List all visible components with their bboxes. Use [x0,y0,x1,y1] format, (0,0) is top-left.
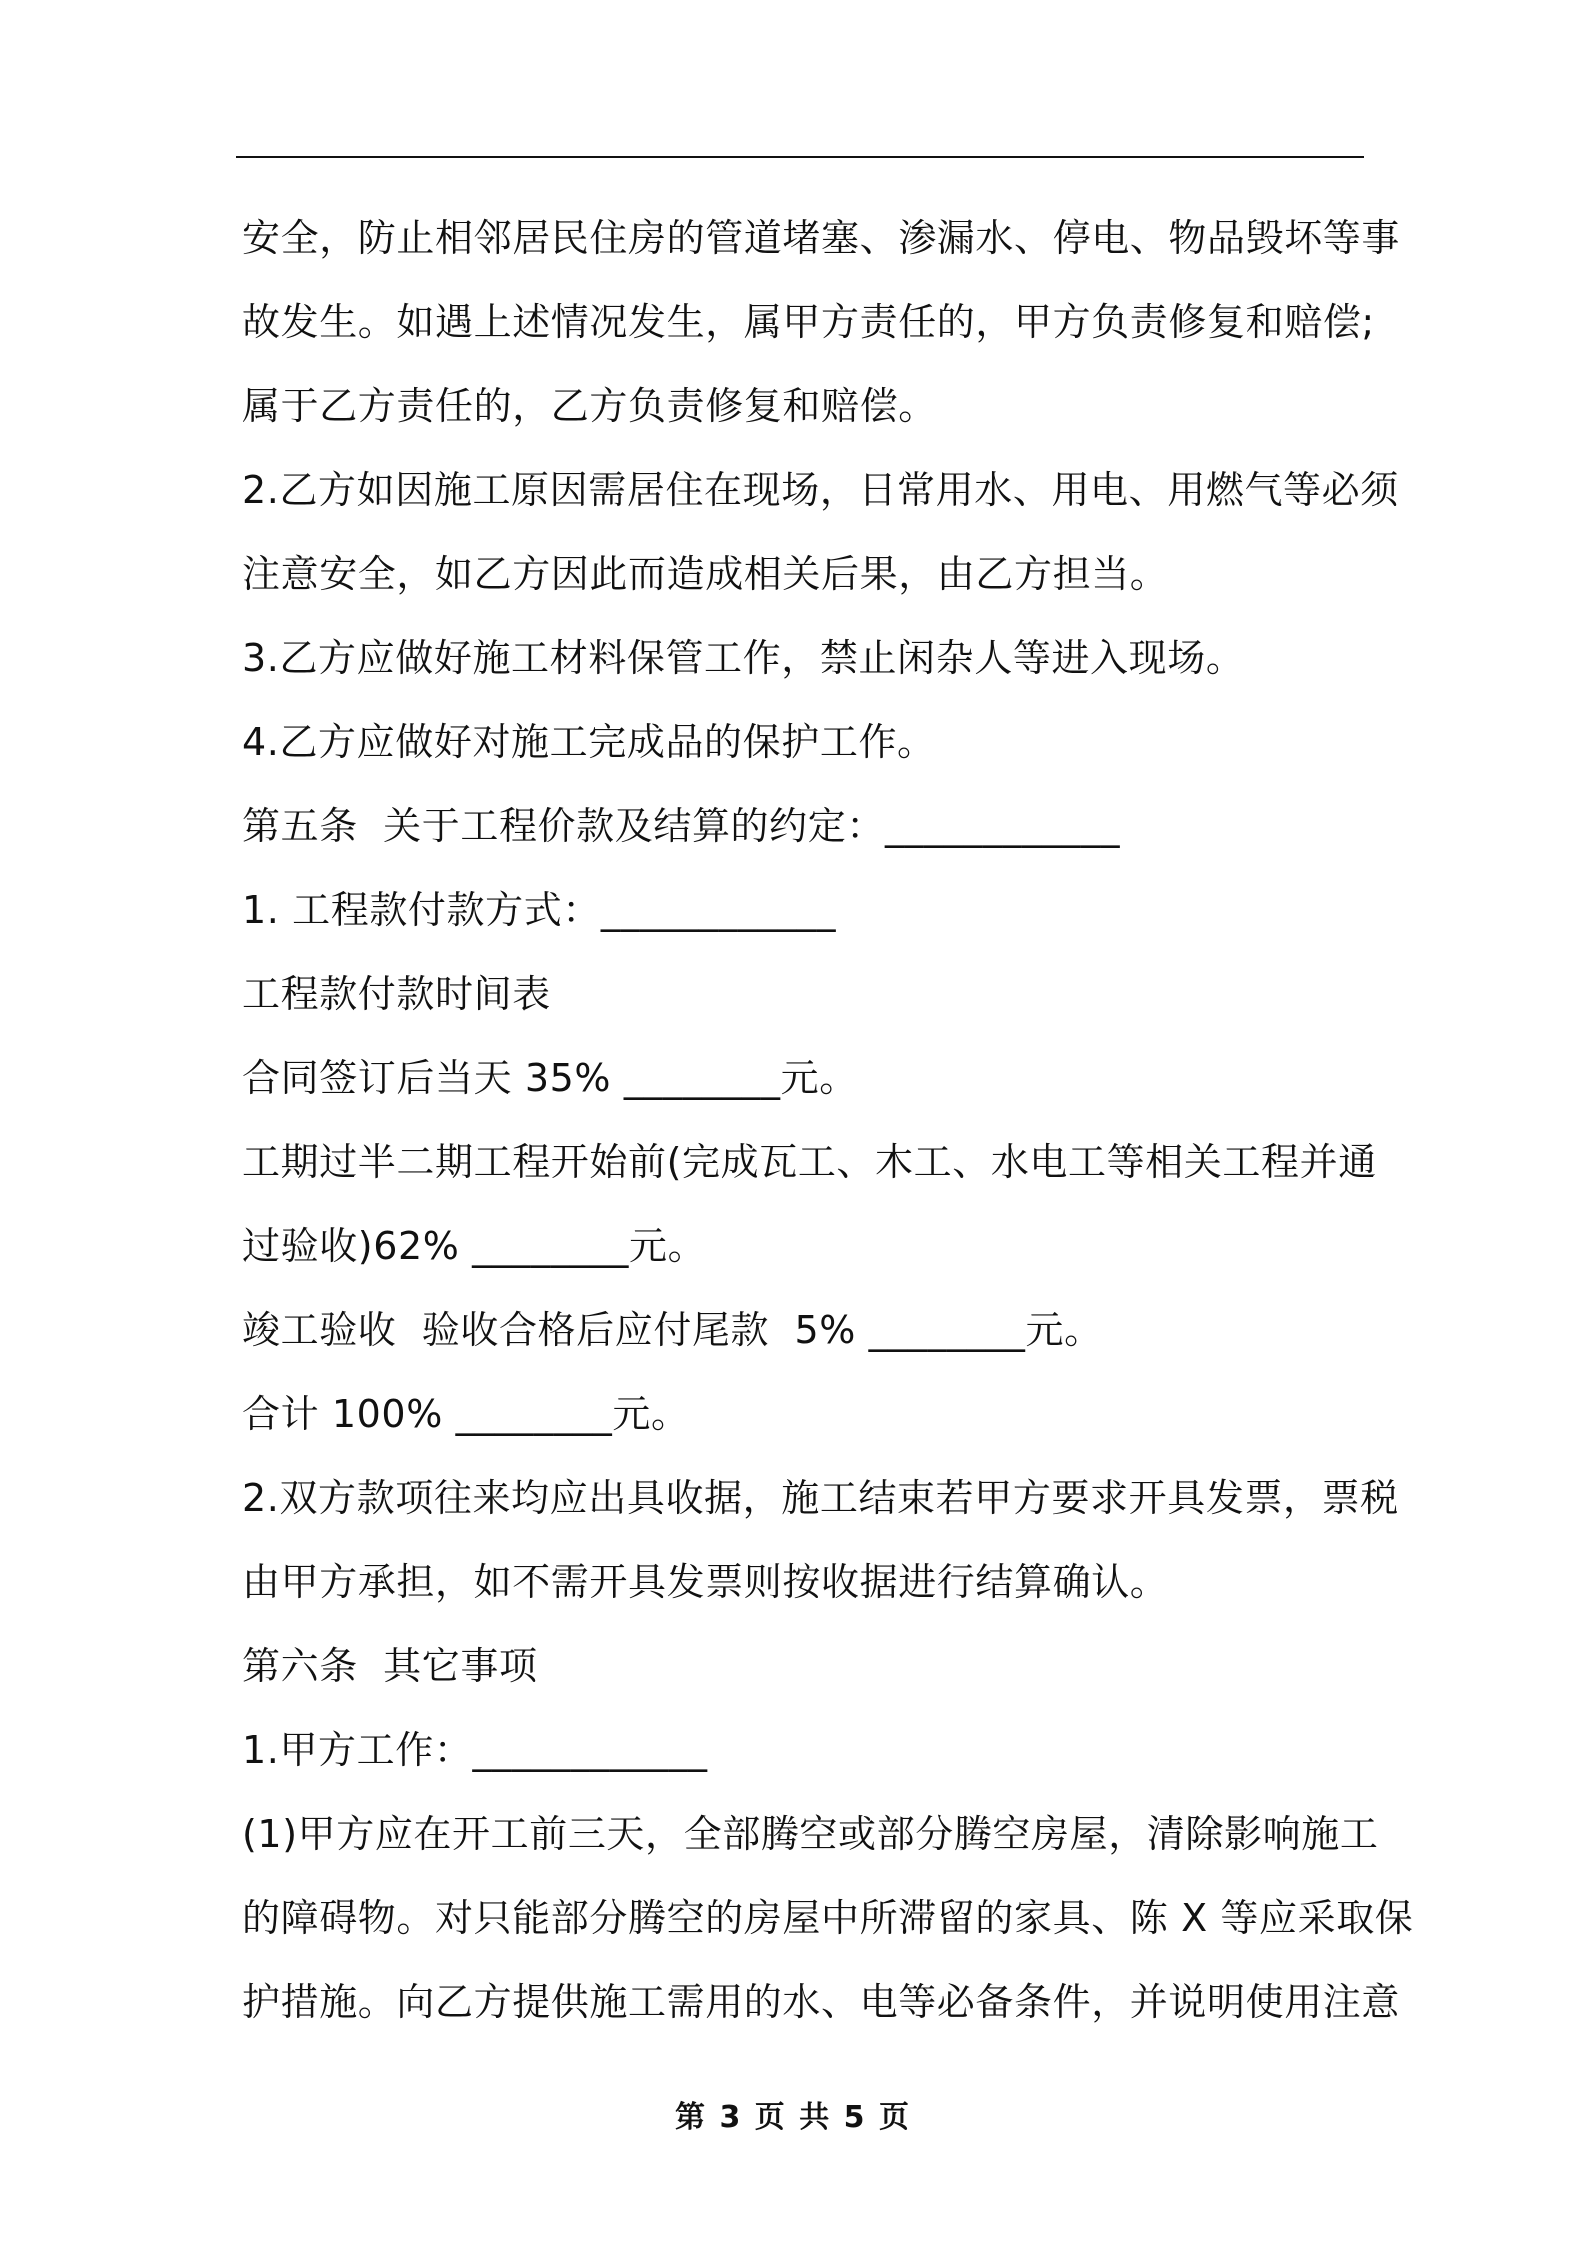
text-line: 合计 100% ________元。 [242,1392,690,1436]
section-heading: 第六条 其它事项 [242,1644,538,1688]
text-line: 2.双方款项往来均应出具收据，施工结束若甲方要求开具发票，票税 [242,1476,1399,1520]
text-line: 1.甲方工作：____________ [242,1728,708,1772]
text-line: (1)甲方应在开工前三天，全部腾空或部分腾空房屋，清除影响施工 [242,1812,1379,1856]
text-line: 2.乙方如因施工原因需居住在现场，日常用水、用电、用燃气等必须 [242,468,1399,512]
text-line: 注意安全，如乙方因此而造成相关后果，由乙方担当。 [242,552,1169,596]
text-line: 属于乙方责任的，乙方负责修复和赔偿。 [242,384,937,428]
page-number: 第 3 页 共 5 页 [675,2100,911,2135]
section-heading: 第五条 关于工程价款及结算的约定：____________ [242,804,1121,848]
document-body [242,196,1414,2044]
text-line: 护措施。向乙方提供施工需用的水、电等必备条件，并说明使用注意 [242,1980,1401,2024]
header-rule [236,156,1364,158]
text-line: 的障碍物。对只能部分腾空的房屋中所滞留的家具、陈 X 等应采取保 [242,1896,1414,1940]
text-line: 安全，防止相邻居民住房的管道堵塞、渗漏水、停电、物品毁坏等事 [242,216,1401,260]
text-line: 3.乙方应做好施工材料保管工作，禁止闲杂人等进入现场。 [242,636,1245,680]
text-line: 4.乙方应做好对施工完成品的保护工作。 [242,720,936,764]
text-line: 竣工验收 验收合格后应付尾款 5% ________元。 [242,1308,1103,1352]
text-line: 过验收)62% ________元。 [242,1224,707,1268]
text-line: 由甲方承担，如不需开具发票则按收据进行结算确认。 [242,1560,1169,1604]
text-line: 1. 工程款付款方式：____________ [242,888,837,932]
text-line: 合同签订后当天 35% ________元。 [242,1056,858,1100]
text-line: 故发生。如遇上述情况发生，属甲方责任的，甲方负责修复和赔偿; [242,300,1375,344]
text-line: 工程款付款时间表 [242,972,551,1016]
text-line: 工期过半二期工程开始前(完成瓦工、木工、水电工等相关工程并通 [242,1140,1377,1184]
